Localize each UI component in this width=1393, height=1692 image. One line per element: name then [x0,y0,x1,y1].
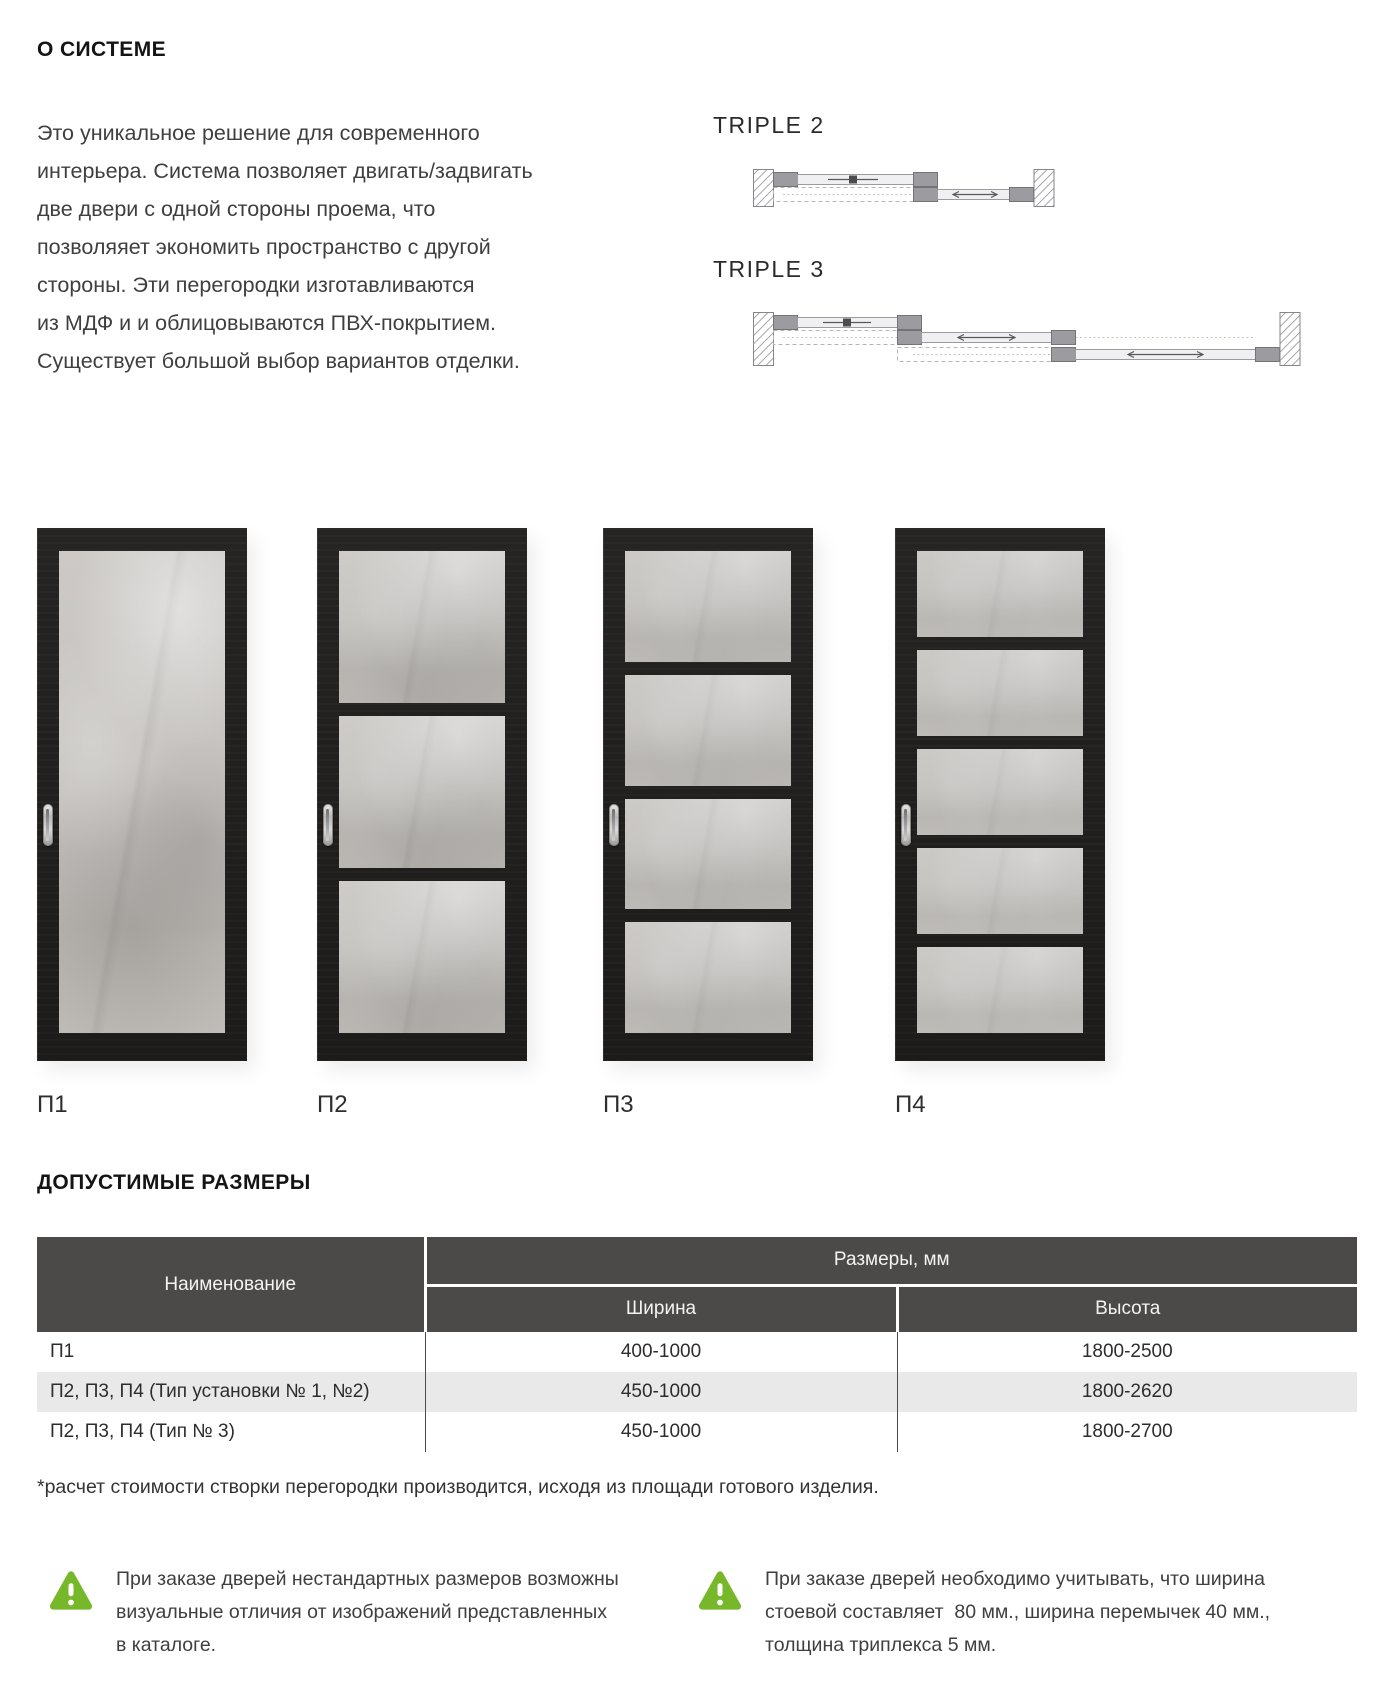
door-end-cap [1052,331,1076,345]
sizes-table [37,1237,1357,1452]
wall-hatch-right [1034,170,1054,207]
door-end-cap [914,173,938,187]
warning-text-line: При заказе дверей необходимо учитывать, что ширина [765,1568,1266,1590]
column-header-sizes-group: Размеры, мм [425,1237,1357,1285]
warning-text [765,1563,1270,1662]
table-row [37,1372,1357,1412]
wall-hatch-left [754,170,774,207]
warnings [37,1563,1356,1662]
glass-panel [59,551,225,1033]
about-text-line: из МДФ и и облицовываются ПВХ-покрытием. [37,311,496,335]
about-text-line: две двери с одной стороны проема, что [37,197,436,221]
door-image-p1 [37,528,247,1061]
about-text-line: Существует большой выбор вариантов отделки. [37,349,520,373]
door-end-cap [914,188,938,202]
glass-panel [917,749,1083,835]
glass-panel [917,551,1083,637]
door-figure-p3 [603,528,813,1119]
glass-panel [917,848,1083,934]
lock-mark [849,176,857,184]
column-header-name: Наименование [37,1237,425,1332]
column-header-height: Высота [897,1285,1357,1332]
about-title: О СИСТЕМЕ [37,38,167,61]
row-name: П2, П3, П4 (Тип установки № 1, №2) [50,1381,370,1402]
table-row [37,1332,1357,1372]
sizes-title: ДОПУСТИМЫЕ РАЗМЕРЫ [37,1171,311,1194]
door-figure-p2 [317,528,527,1119]
glass-panel [625,551,791,662]
door-figure-p1 [37,528,247,1119]
about-text-line: стороны. Эти перегородки изготавливаются [37,273,475,297]
glass-panel [339,716,505,868]
door-image-p4 [895,528,1105,1061]
wall-hatch-left [754,313,774,366]
about-text-line: интерьера. Система позволяет двигать/задвигать [37,159,533,183]
warning-text-line: стоевой составляет 80 мм., ширина перемычек 40 мм., [765,1601,1271,1623]
warning-text [116,1563,619,1662]
lock-mark [843,319,851,327]
glass-panel [917,650,1083,736]
door-end-cap [774,173,798,187]
door-panels [917,551,1083,1033]
glass-panel [625,922,791,1033]
door-panels [59,551,225,1033]
wall-hatch-right [1280,313,1300,366]
door-end-cap [1010,188,1034,202]
door-end-cap [774,316,798,330]
door-end-cap [1256,348,1280,362]
glass-panel [339,551,505,703]
warning-triangle-icon [697,1567,743,1613]
door-label-p2: П2 [317,1091,348,1118]
door-label-p1: П1 [37,1091,68,1118]
door-handle [323,804,333,846]
triple-2-diagram [753,166,1055,210]
doors-row [37,528,1356,1119]
door-handle [43,804,53,846]
row-width: 450-1000 [425,1412,897,1452]
row-height: 1800-2620 [897,1372,1357,1412]
glass-panel [625,799,791,910]
row-name: П1 [50,1341,75,1362]
warning-text-line: толщина триплекса 5 мм. [765,1634,997,1656]
door-panels [339,551,505,1033]
row-name: П2, П3, П4 (Тип № 3) [50,1421,235,1442]
triple-3-label: TRIPLE 3 [713,256,825,282]
warning-text-line: При заказе дверей нестандартных размеров возможны [116,1568,619,1590]
warning-text-line: в каталоге. [116,1634,217,1656]
row-width: 400-1000 [425,1332,897,1372]
glass-panel [917,947,1083,1033]
door-image-p3 [603,528,813,1061]
table-row [37,1412,1357,1452]
row-height: 1800-2500 [897,1332,1357,1372]
door-end-cap [898,331,922,345]
row-width: 450-1000 [425,1372,897,1412]
glass-panel [339,881,505,1033]
row-height: 1800-2700 [897,1412,1357,1452]
door-handle [901,804,911,846]
price-footnote: *расчет стоимости створки перегородки производится, исходя из площади готового изделия. [37,1476,879,1498]
warning-text-line: визуальные отличия от изображений представленных [116,1601,608,1623]
about-text-line: Это уникальное решение для современного [37,121,480,145]
door-image-p2 [317,528,527,1061]
about-text-line: позволяяет экономить пространство с другой [37,235,491,259]
triple-2-label: TRIPLE 2 [713,112,825,138]
door-end-cap [1052,348,1076,362]
triple-3-diagram [753,310,1305,374]
door-panels [625,551,791,1033]
door-end-cap [898,316,922,330]
glass-panel [625,675,791,786]
door-handle [609,804,619,846]
warning-profile-widths [697,1563,1356,1662]
door-label-p4: П4 [895,1091,926,1118]
door-figure-p4 [895,528,1105,1119]
warning-triangle-icon [48,1567,94,1613]
column-header-width: Ширина [425,1285,897,1332]
warning-nonstandard-sizes [48,1563,697,1662]
door-label-p3: П3 [603,1091,634,1118]
system-diagrams [713,112,1353,374]
